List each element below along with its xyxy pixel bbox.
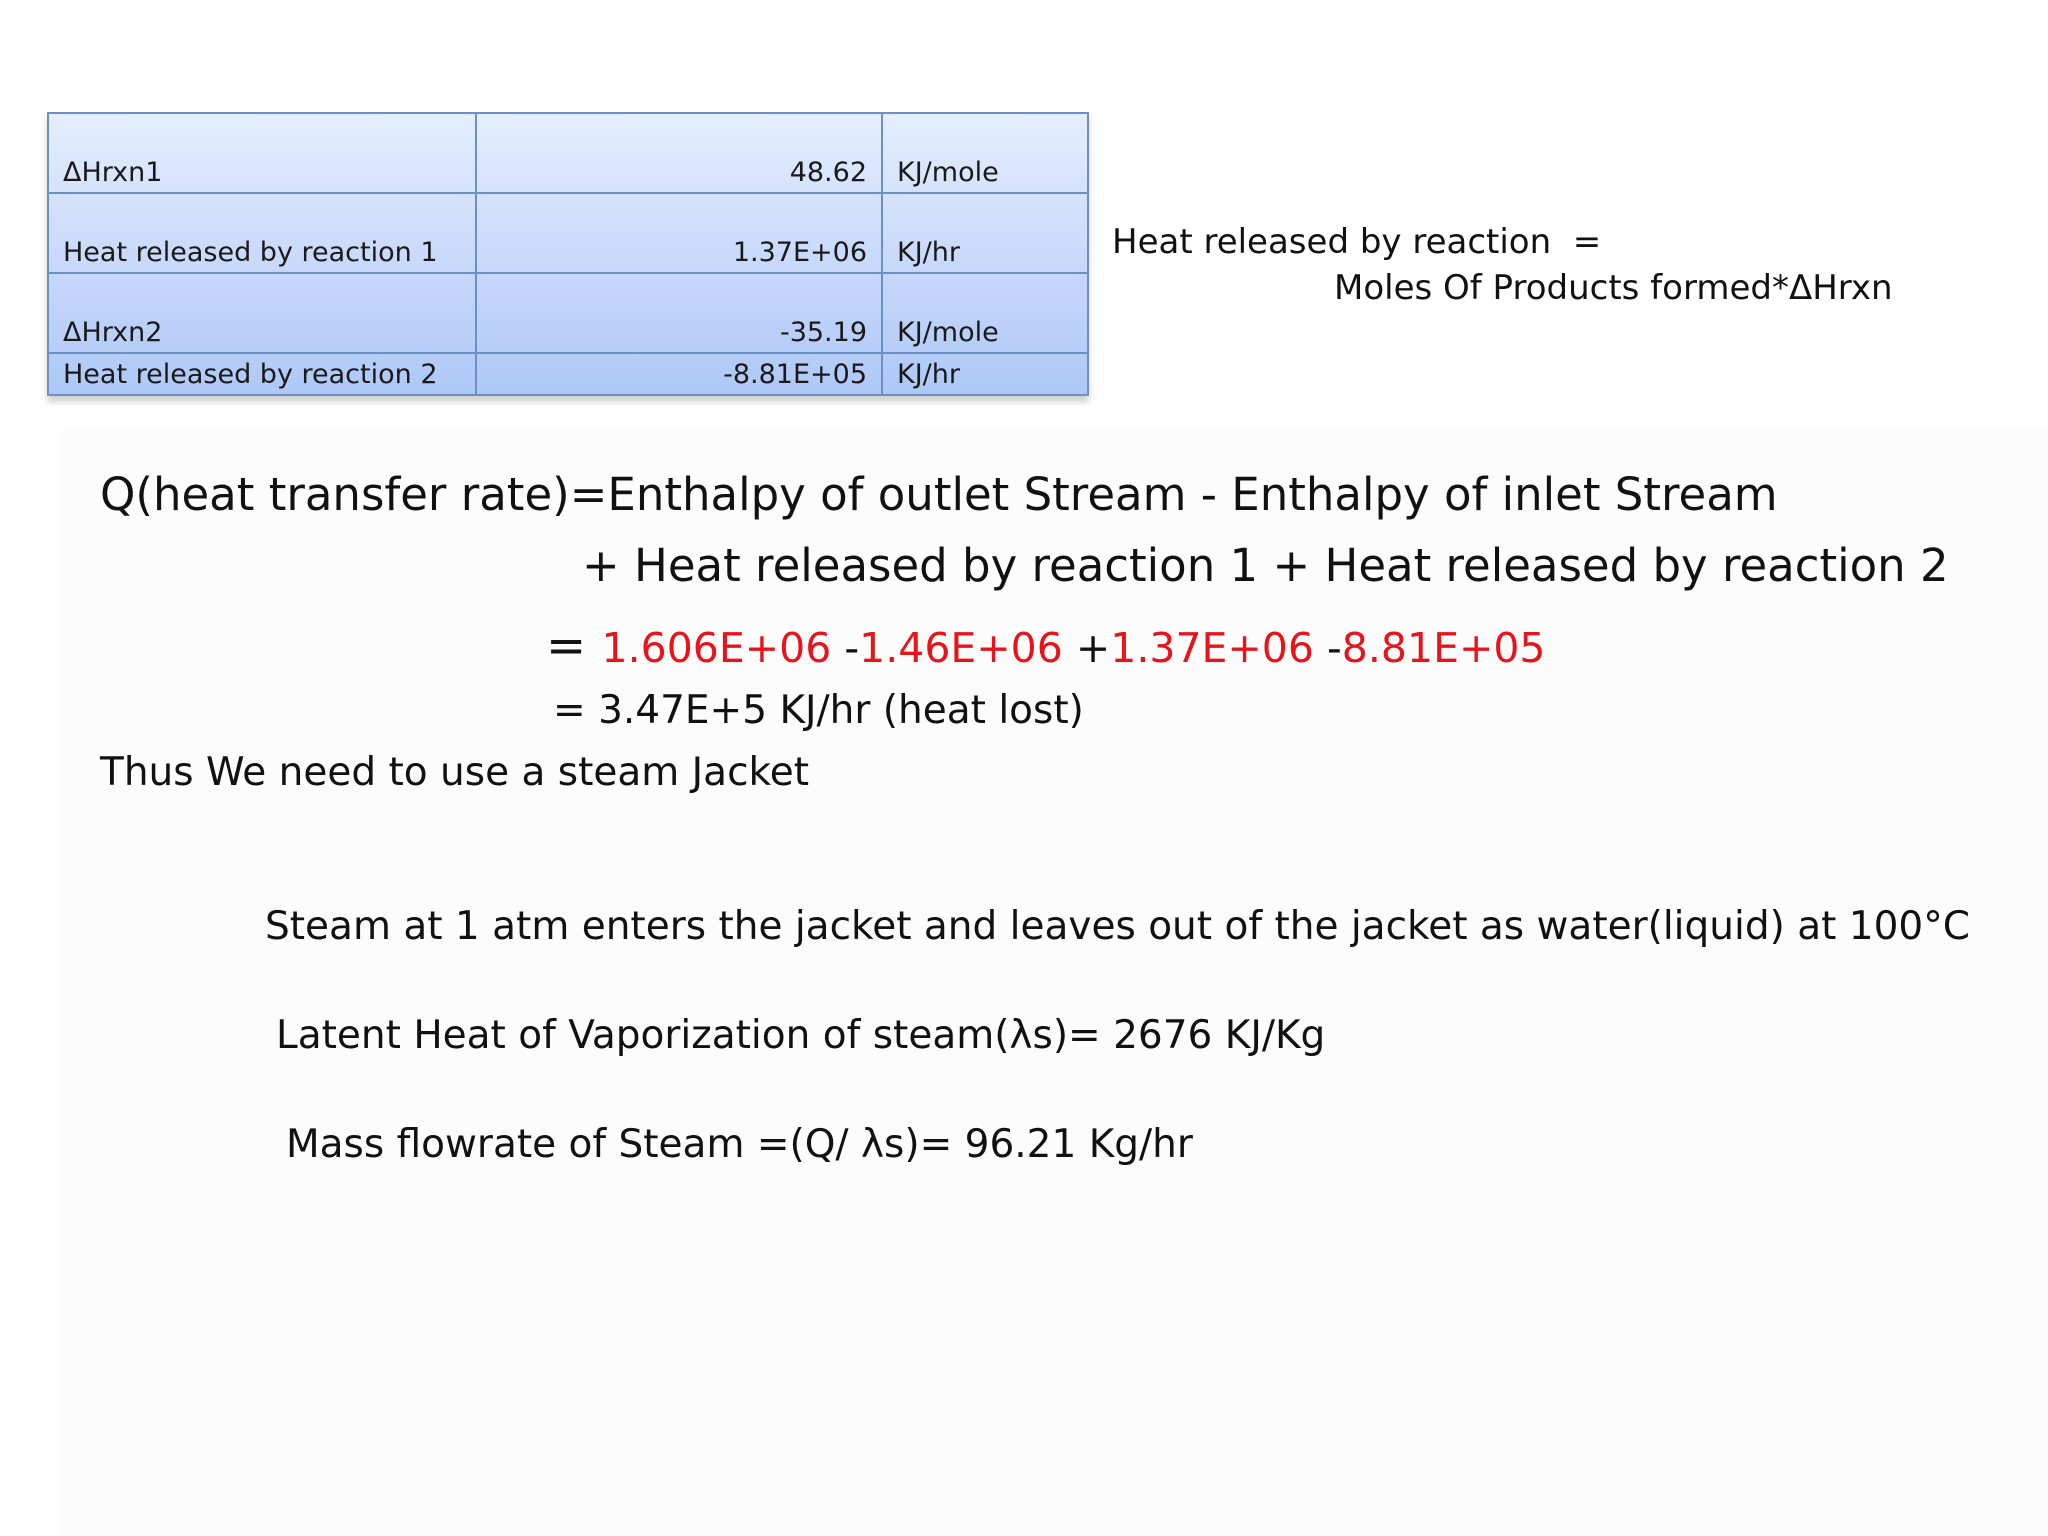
reaction1-heat-value: 1.37E+06 — [1110, 624, 1314, 672]
steam-condition-note: Steam at 1 atm enters the jacket and leaves out of the jacket as water(liquid) at 100°C — [265, 904, 1970, 949]
mass-flowrate-note: Mass flowrate of Steam =(Q/ λs)= 96.21 Kg/hr — [286, 1122, 1193, 1167]
table-cell-label: ΔHrxn1 — [49, 114, 477, 192]
reaction-heat-table — [47, 112, 1089, 396]
table-cell-unit: KJ/mole — [897, 317, 999, 348]
equation-substitution — [546, 618, 1546, 674]
operator: - — [1313, 624, 1342, 672]
latent-heat-note: Latent Heat of Vaporization of steam(λs)= 2676 KJ/Kg — [276, 1013, 1326, 1058]
inlet-enthalpy-value: 1.46E+06 — [859, 624, 1063, 672]
table-cell-value: -35.19 — [477, 274, 883, 352]
heat-released-definition-line1: Heat released by reaction = — [1112, 222, 1602, 262]
table-row — [49, 194, 1087, 274]
table-cell-label: Heat released by reaction 2 — [49, 354, 477, 394]
table-cell-unit: KJ/mole — [897, 157, 999, 188]
equation-line-1: Q(heat transfer rate)=Enthalpy of outlet Stream - Enthalpy of inlet Stream — [100, 468, 1778, 521]
heat-released-definition-line2: Moles Of Products formed*ΔHrxn — [1334, 268, 1893, 308]
table-cell-label: ΔHrxn2 — [49, 274, 477, 352]
equation-line-2: + Heat released by reaction 1 + Heat released by reaction 2 — [582, 539, 1949, 592]
table-cell-value: 48.62 — [477, 114, 883, 192]
equation-result: = 3.47E+5 KJ/hr (heat lost) — [553, 688, 1084, 733]
reaction2-heat-value: 8.81E+05 — [1341, 624, 1546, 672]
table-cell-value: -8.81E+05 — [477, 354, 883, 394]
table-cell-label: Heat released by reaction 1 — [49, 194, 477, 272]
slide-background — [60, 430, 2048, 1536]
table-cell-value: 1.37E+06 — [477, 194, 883, 272]
outlet-enthalpy-value: 1.606E+06 — [601, 624, 832, 672]
operator: - — [831, 624, 860, 672]
operator: + — [1062, 624, 1111, 672]
conclusion-text: Thus We need to use a steam Jacket — [100, 750, 809, 795]
equals-sign: = — [546, 618, 602, 674]
table-row — [49, 114, 1087, 194]
table-row — [49, 274, 1087, 354]
table-cell-unit: KJ/hr — [897, 359, 960, 390]
table-row — [49, 354, 1087, 394]
table-cell-unit: KJ/hr — [897, 237, 960, 268]
